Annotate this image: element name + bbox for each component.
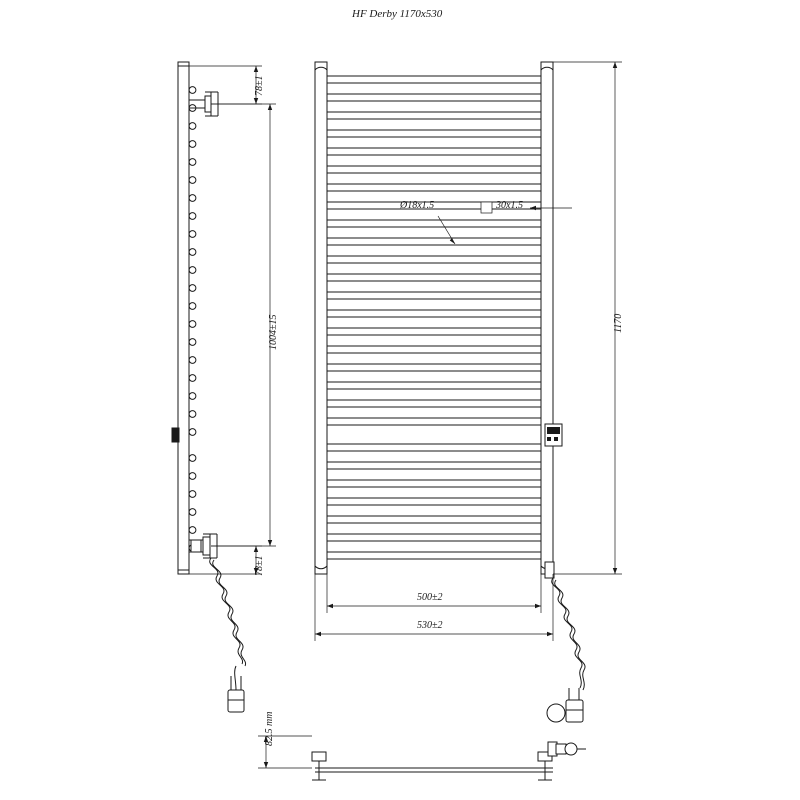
callout-label-round-tube: Ø18x1.5 [400, 200, 435, 211]
side-rung-ends [189, 87, 196, 552]
front-elevation-view [315, 62, 622, 722]
callout-label-square-tube: 30x1.5 [496, 200, 523, 211]
dim-height-1170 [553, 62, 622, 574]
dim-label-top-gap: 78±1 [254, 75, 265, 96]
front-rungs [327, 76, 541, 559]
front-connector-cord [545, 562, 585, 722]
drawing-title: HF Derby 1170x530 [352, 8, 443, 20]
dim-label-width-inner: 500±2 [417, 592, 443, 603]
dim-side-top [189, 66, 262, 104]
side-coiled-cord [210, 558, 246, 712]
plan-connector [548, 742, 586, 756]
dim-label-depth: 82.5 mm [264, 711, 275, 746]
side-controller [172, 428, 179, 442]
dim-label-width-outer: 530±2 [417, 620, 443, 631]
front-controller [545, 424, 562, 446]
side-power-plug [228, 666, 244, 712]
dim-side-center [211, 104, 276, 546]
dim-label-side-center: 1004±15 [268, 314, 279, 350]
side-elevation-view [172, 62, 276, 712]
dim-label-bottom-gap: 78±1 [254, 555, 265, 576]
dim-label-height: 1170 [613, 313, 624, 333]
bottom-plan-view [258, 736, 586, 780]
